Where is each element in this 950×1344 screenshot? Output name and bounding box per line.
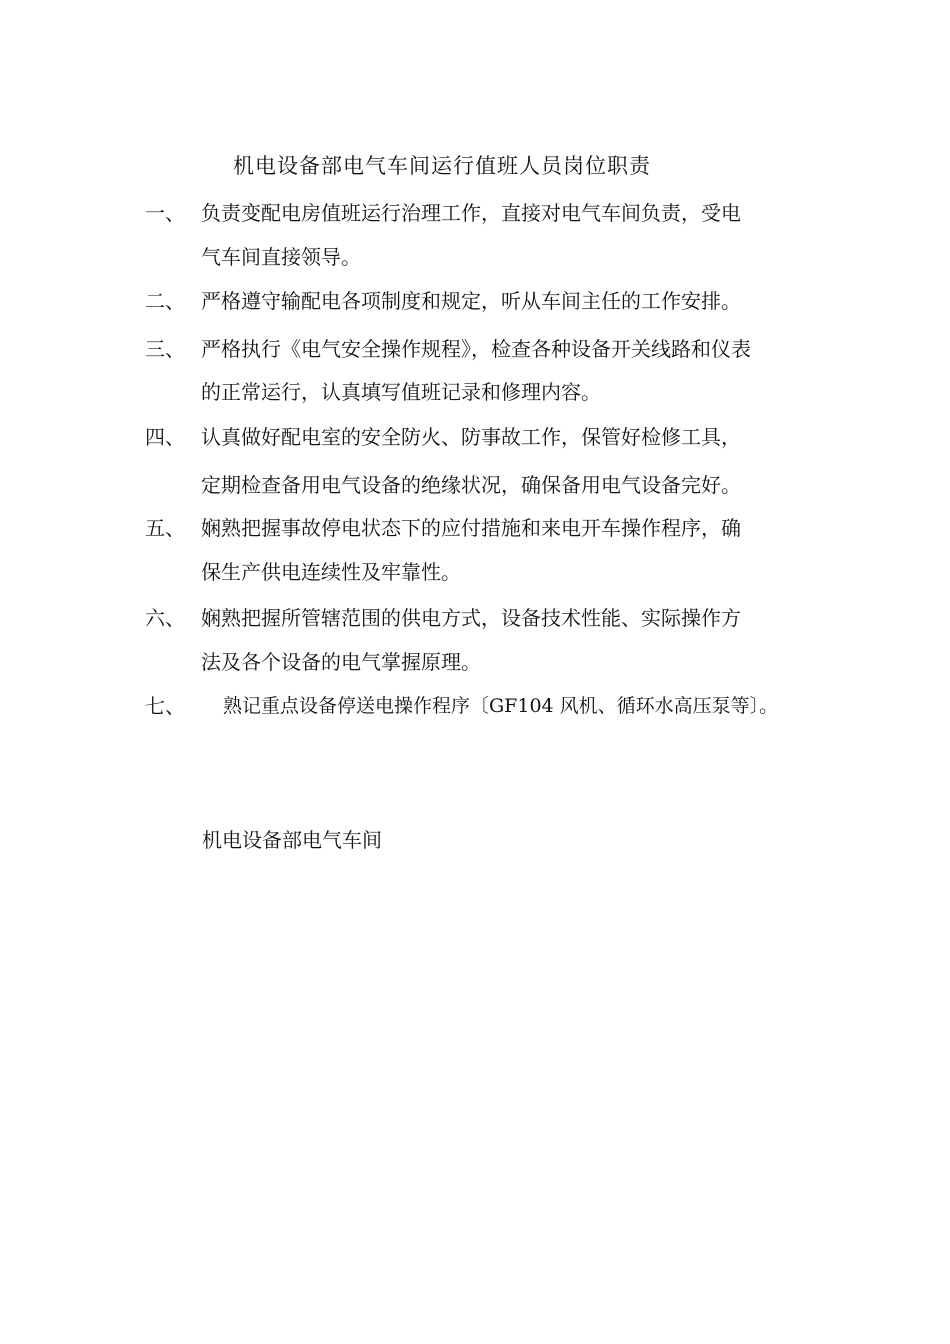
- item-text-line: 认真做好配电室的安全防火、防事故工作，保管好检修工具，: [201, 425, 741, 449]
- item-text-line: 严格遵守输配电各项制度和规定，听从车间主任的工作安排。: [201, 289, 741, 313]
- item-number: 五、: [145, 516, 185, 540]
- item-text-line: 娴熟把握事故停电状态下的应付措施和来电开车操作程序，确: [201, 516, 741, 540]
- item-text-line: 娴熟把握所管辖范围的供电方式，设备技术性能、实际操作方: [201, 606, 741, 630]
- list-item-2: [145, 285, 845, 321]
- list-item-5: [145, 512, 845, 592]
- item-number: 七、: [145, 694, 185, 718]
- item-text-line: 负责变配电房值班运行治理工作，直接对电气车间负责，受电: [201, 201, 741, 225]
- document-title: 机电设备部电气车间运行值班人员岗位职责: [233, 154, 651, 178]
- item-text-line: 定期检查备用电气设备的绝缘状况，确保备用电气设备完好。: [201, 473, 741, 497]
- item-number: 四、: [145, 425, 185, 449]
- item-number: 一、: [145, 201, 185, 225]
- list-item-6: [145, 602, 845, 682]
- item-number: 二、: [145, 289, 185, 313]
- item-text-line: 熟记重点设备停送电操作程序〔GF104 风机、循环水高压泵等〕。: [223, 695, 779, 717]
- item-text-line: 气车间直接领导。: [201, 245, 361, 269]
- item-text-line: 严格执行《电气安全操作规程》，检查各种设备开关线路和仪表: [201, 337, 751, 361]
- list-item-1: [145, 197, 845, 277]
- item-number: 六、: [145, 606, 185, 630]
- item-text-line: 法及各个设备的电气掌握原理。: [201, 650, 481, 674]
- item-text-line: 保生产供电连续性及牢靠性。: [201, 560, 461, 584]
- list-item-3: [145, 333, 845, 413]
- item-number: 三、: [145, 337, 185, 361]
- list-item-4: [145, 421, 845, 505]
- item-text-line: 的正常运行，认真填写值班记录和修理内容。: [201, 380, 601, 404]
- department-signature: 机电设备部电气车间: [202, 828, 382, 852]
- list-item-7: [145, 690, 865, 726]
